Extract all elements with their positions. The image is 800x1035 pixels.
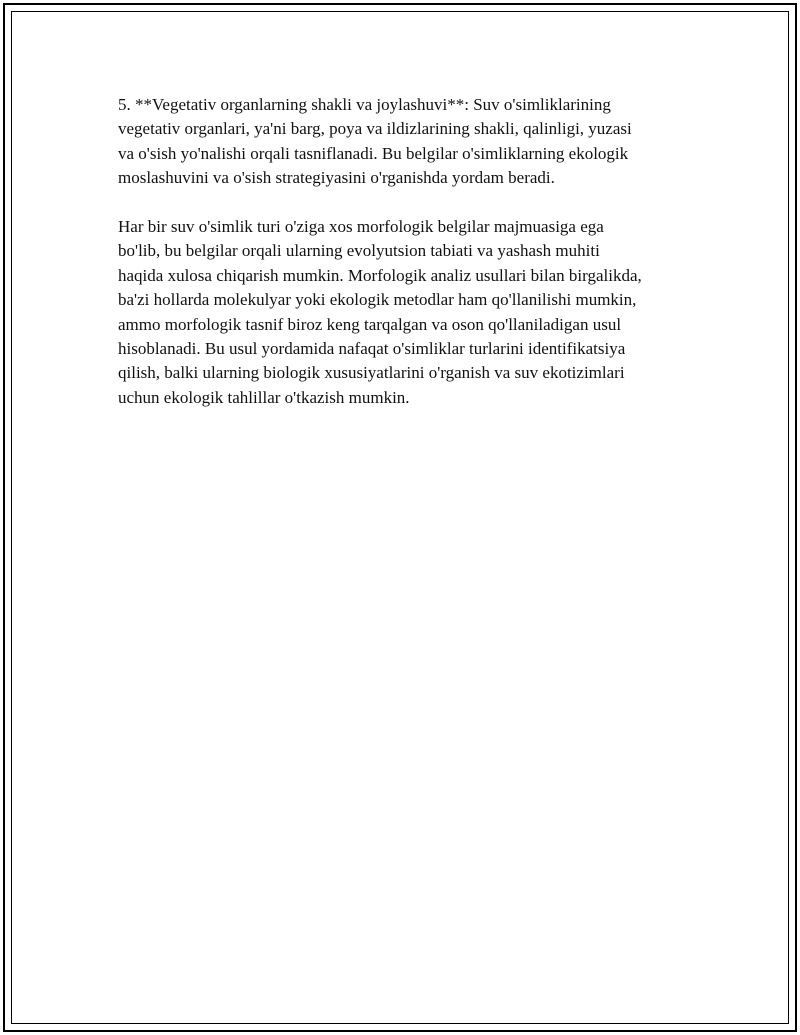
text-line: vegetativ organlari, ya'ni barg, poya va ildizlarining shakli, qalinligi, yuzasi xyxy=(118,119,632,139)
text-line: moslashuvini va o'sish strategiyasini o'rganishda yordam beradi. xyxy=(118,168,555,188)
text-line: 5. **Vegetativ organlarning shakli va joylashuvi**: Suv o'simliklarining xyxy=(118,95,611,114)
paragraph-spacer xyxy=(118,191,708,215)
text-line: va o'sish yo'nalishi orqali tasniflanadi. Bu belgilar o'simliklarning ekologik xyxy=(118,143,629,163)
text-line: hisoblanadi. Bu usul yordamida nafaqat o'simliklar turlarini identifikatsiya xyxy=(118,338,626,358)
text-line: uchun ekologik tahlillar o'tkazish mumkin. xyxy=(118,387,410,407)
document-body xyxy=(118,93,708,410)
text-line: ba'zi hollarda molekulyar yoki ekologik metodlar ham qo'llanilishi mumkin, xyxy=(118,290,637,310)
text-line: haqida xulosa chiqarish mumkin. Morfologik analiz usullari bilan birgalikda, xyxy=(118,265,642,285)
text-line: qilish, balki ularning biologik xususiyatlarini o'rganish va suv ekotizimlari xyxy=(118,363,625,383)
paragraph-vegetativ-organlar xyxy=(118,93,708,191)
paragraph-summary xyxy=(118,215,708,410)
text-line: Har bir suv o'simlik turi o'ziga xos morfologik belgilar majmuasiga ega xyxy=(118,216,604,236)
text-line: ammo morfologik tasnif biroz keng tarqalgan va oson qo'llaniladigan usul xyxy=(118,314,622,334)
text-line: bo'lib, bu belgilar orqali ularning evolyutsion tabiati va yashash muhiti xyxy=(118,241,600,261)
